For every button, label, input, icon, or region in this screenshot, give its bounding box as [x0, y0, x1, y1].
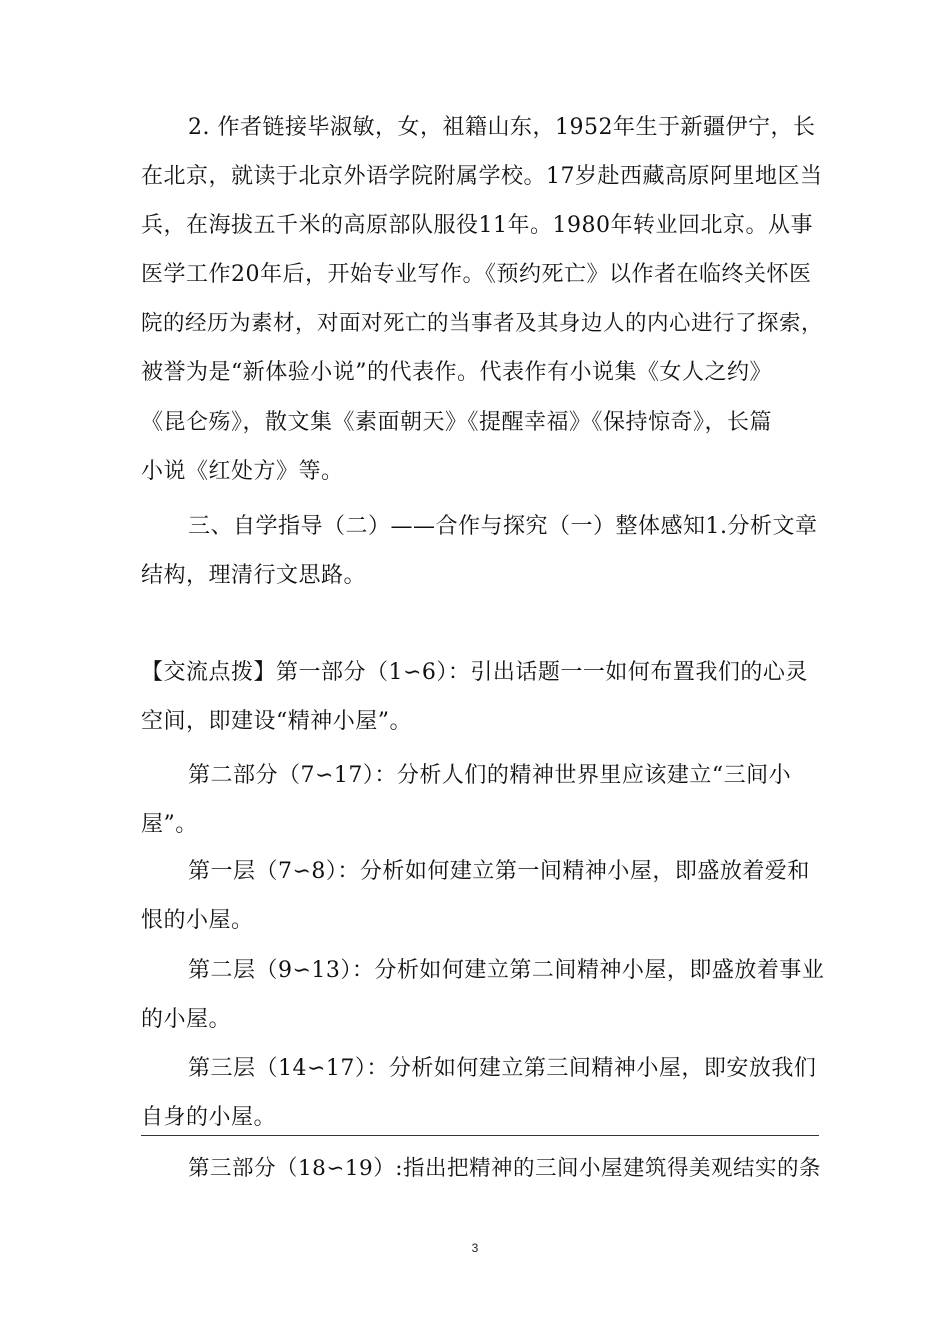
discussion-part1-line-1: 【交流点拨】第一部分（1∽6）：引出话题一一如何布置我们的心灵 — [141, 660, 808, 685]
paragraph-author-line-1: 2. 作者链接毕淑敏，女，祖籍山东，1952年生于新疆伊宁，长 — [188, 115, 816, 140]
horizontal-divider — [141, 1135, 819, 1136]
part2-line-2: 屋”。 — [141, 812, 198, 837]
paragraph-author-line-3: 兵，在海拔五千米的高原部队服役11年。1980年转业回北京。从事 — [141, 213, 813, 238]
layer1-line-1: 第一层（7∽8）：分析如何建立第一间精神小屋，即盛放着爱和 — [188, 859, 810, 884]
layer1-line-2: 恨的小屋。 — [141, 908, 254, 933]
section-heading-line-1: 三、自学指导（二）——合作与探究（一）整体感知1.分析文章 — [188, 514, 818, 539]
part2-line-1: 第二部分（7∽17）：分析人们的精神世界里应该建立“三间小 — [188, 763, 792, 788]
paragraph-author-line-6: 被誉为是“新体验小说”的代表作。代表作有小说集《女人之约》 — [141, 360, 772, 385]
part3-line-1: 第三部分（18∽19）:指出把精神的三间小屋建筑得美观结实的条 — [188, 1156, 821, 1181]
paragraph-author-line-8: 小说《红处方》等。 — [141, 459, 344, 484]
layer3-line-2: 自身的小屋。 — [141, 1105, 277, 1130]
paragraph-author-line-5: 院的经历为素材，对面对死亡的当事者及其身边人的内心进行了探索， — [141, 311, 824, 336]
layer2-line-1: 第二层（9∽13）：分析如何建立第二间精神小屋，即盛放着事业 — [188, 958, 825, 983]
paragraph-author-line-7: 《昆仑殇》，散文集《素面朝天》《提醒幸福》《保持惊奇》，长篇 — [141, 410, 773, 435]
page-number: 3 — [471, 1241, 479, 1255]
paragraph-author-line-4: 医学工作20年后，开始专业写作。《预约死亡》以作者在临终关怀医 — [141, 262, 812, 287]
layer2-line-2: 的小屋。 — [141, 1007, 232, 1032]
discussion-part1-line-2: 空间，即建设“精神小屋”。 — [141, 709, 412, 734]
section-heading-line-2: 结构，理清行文思路。 — [141, 563, 367, 588]
paragraph-author-line-2: 在北京，就读于北京外语学院附属学校。17岁赴西藏高原阿里地区当 — [141, 164, 823, 189]
layer3-line-1: 第三层（14∽17）：分析如何建立第三间精神小屋，即安放我们 — [188, 1056, 817, 1081]
